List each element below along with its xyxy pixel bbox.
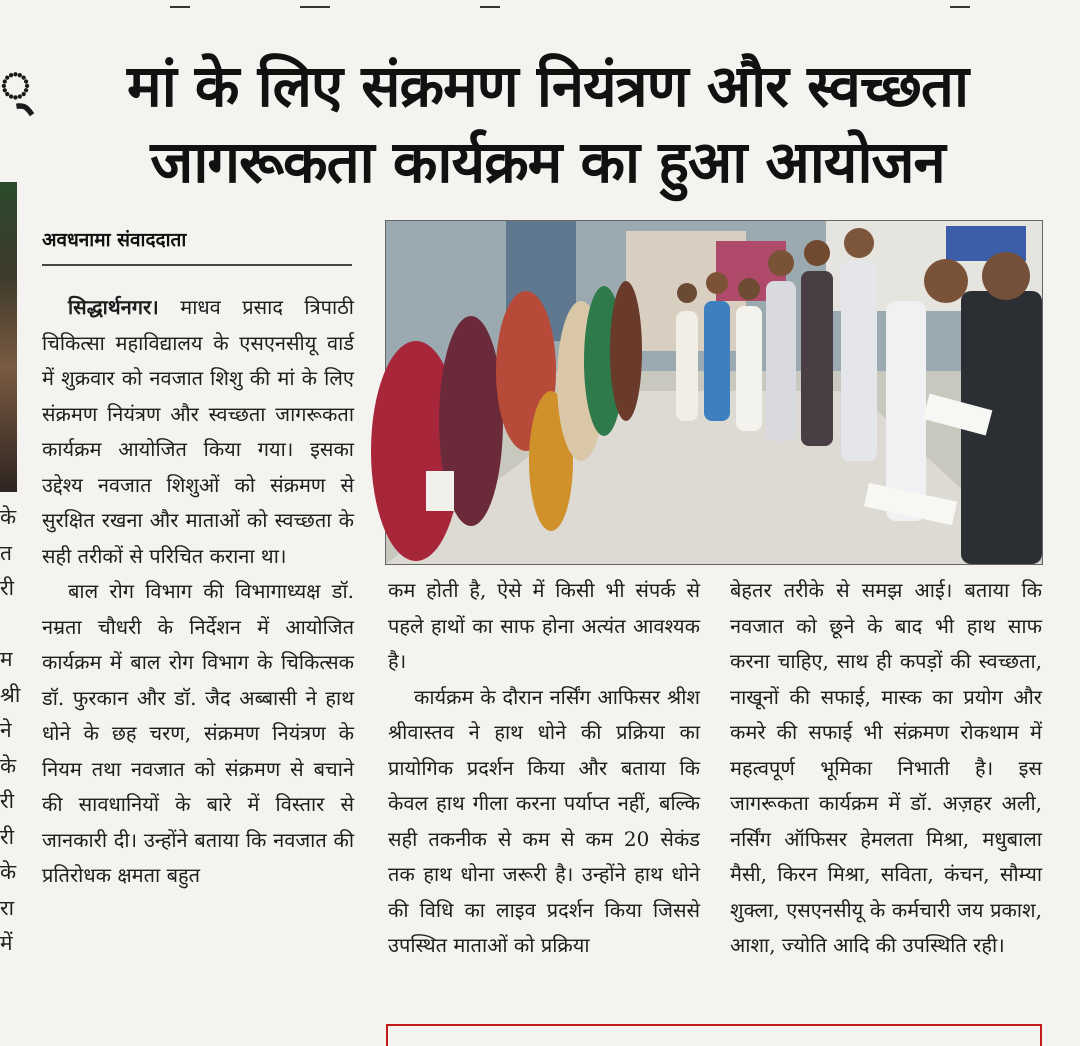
adjacent-article-strip: ् के त री म श्री ने के री री के रा में	[0, 0, 18, 1040]
paragraph	[42, 290, 354, 574]
paragraph: बाल रोग विभाग की विभागाध्यक्ष डॉ. नम्रता चौधरी के निर्देशन में आयोजित कार्यक्रम में बाल रोग विभाग के चिकित्सक डॉ. फुरकान और डॉ. जैद अब्बासी ने हाथ धोने के छह चरण, संक्रमण नियंत्रण के नियम तथा नवजात को संक्रमण से बचाने की सावधानियों के बारे में विस्तार से जानकारी दी। उन्होंने बताया कि नवजात की प्रतिरोधक क्षमता बहुत	[42, 579, 354, 887]
next-article-box	[386, 1024, 1042, 1046]
paragraph: कार्यक्रम के दौरान नर्सिंग आफिसर श्रीश श्रीवास्तव ने हाथ धोने की प्रक्रिया का प्रायोगिक प्रदर्शन किया और बताया कि केवल हाथ गीला करना पर्याप्त नहीं, बल्कि सही तकनीक से कम से कम 20 सेकंड तक हाथ धोना जरूरी है। उन्होंने हाथ धोने की विधि का लाइव प्रदर्शन किया जिससे उपस्थित माताओं को प्रक्रिया	[388, 684, 700, 957]
article-column-3	[730, 573, 1042, 964]
adjacent-text-fragments: के त री म श्री ने के री री के रा में	[0, 505, 21, 955]
event-photo-illustration	[386, 221, 1042, 564]
article-column-2	[388, 573, 700, 964]
event-photo	[385, 220, 1043, 565]
previous-article-remnant	[0, 0, 1080, 14]
adjacent-photo-edge	[0, 182, 17, 492]
byline: अवधनामा संवाददाता	[42, 226, 352, 266]
paragraph-text: माधव प्रसाद त्रिपाठी चिकित्सा महाविद्यालय के एसएनसीयू वार्ड में शुक्रवार को नवजात शिशु की मां के लिए संक्रमण नियंत्रण और स्वच्छता जागरूकता कार्यक्रम आयोजित किया गया। इसका उद्देश्य नवजात शिशुओं को संक्रमण से सुरक्षित रखना और माताओं को स्वच्छता के सही तरीकों से परिचित कराना था।	[42, 295, 354, 568]
article-column-1	[42, 290, 354, 894]
article-headline	[30, 48, 1065, 200]
paragraph: बेहतर तरीके से समझ आई। बताया कि नवजात को छूने के बाद भी हाथ साफ करना चाहिए, साथ ही कपड़ों की स्वच्छता, नाखूनों की सफाई, मास्क का प्रयोग और कमरे की सफाई भी संक्रमण रोकथाम में महत्वपूर्ण भूमिका निभाती है। इस जागरूकता कार्यक्रम में डॉ. अज़हर अली, नर्सिंग ऑफिसर हेमलता मिश्रा, मधुबाला मैसी, किरन मिश्रा, सविता, कंचन, सौम्या शुक्ला, एसएनसीयू के कर्मचारी जय प्रकाश, आशा, ज्योति आदि की उपस्थिति रही।	[730, 578, 1042, 957]
dateline: सिद्धार्थनगर।	[68, 295, 159, 319]
paragraph: कम होती है, ऐसे में किसी भी संपर्क से पहले हाथों का साफ होना अत्यंत आवश्यक है।	[388, 578, 700, 673]
headline-line-2: जागरूकता कार्यक्रम का हुआ आयोजन	[150, 128, 945, 196]
headline-line-1: मां के लिए संक्रमण नियंत्रण और स्वच्छता	[127, 52, 968, 120]
